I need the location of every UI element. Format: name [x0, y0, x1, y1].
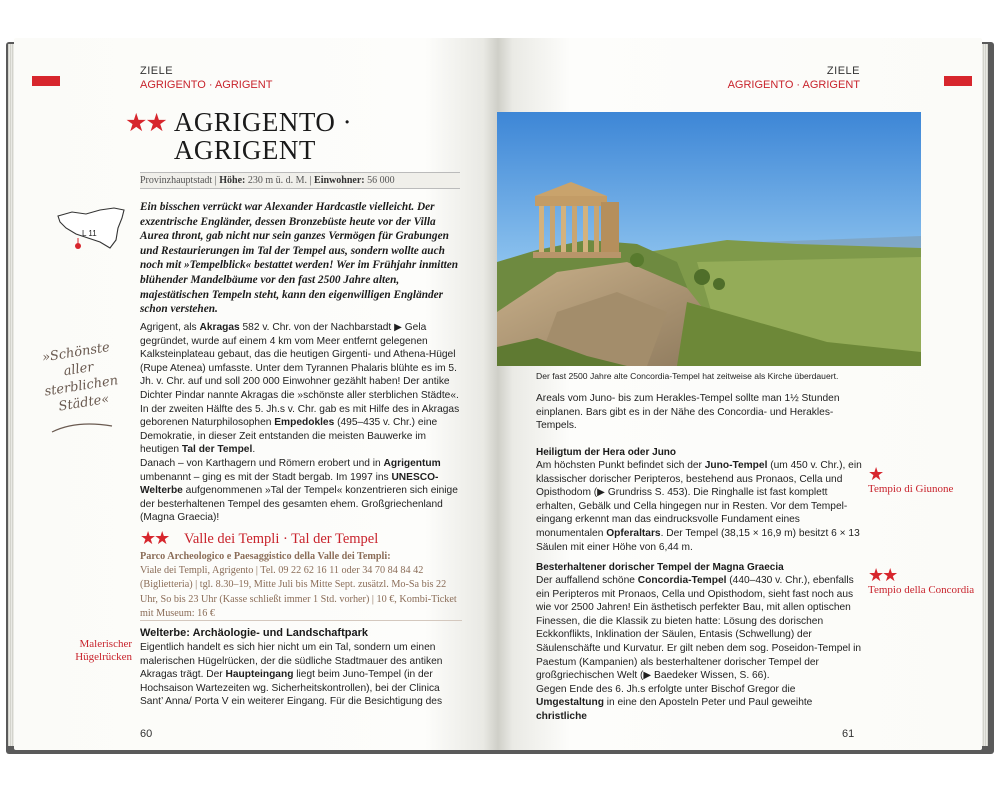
juno-paragraph: Am höchsten Punkt befindet sich der Juno-Tempel (um 450 v. Chr.), ein klassischer dorischer Peripteros, bestehend aus Pronaos, Cella und Opisthodom (▶ Grundriss S. 453). Die Ringhalle ist fast komplett erhalten, Gebälk und Cella hingegen nur in Resten. Vor dem Tempeleingang erkennt man das eindrucksvolle Fundament eines monumentalen Opferaltars. Der Tempel (38,15 × 16,9 m) besitzt 6 × 13 Säulen mit einer Höhe von 6,44 m. — [536, 460, 862, 553]
divider — [140, 620, 462, 621]
height-value: 230 m ü. d. M. — [247, 175, 308, 186]
chapter-tab-right — [944, 76, 972, 86]
rating-stars: ★★ — [125, 109, 166, 137]
height-label: Höhe: — [219, 175, 246, 186]
concordia-temple-photo — [497, 112, 921, 366]
history-paragraph: Agrigent, als Akragas 582 v. Chr. von der Nachbarstadt ▶ Gela gegründet, wurde auf einem 4 km vom Meer entfernt gelegenen Kalksteinplateau gebaut, das die heutigen Girgenti- und Athena-Hügel (Rupe Atenea) umfasste. Unter dem Tyrannen Phalaris blühte es im 5. Jh. v. Chr. auf und soll 200 000 Einwohner gezählt haben! Der antike Dichter Pindar nannte Akragas die »schönste aller sterblichen Städte«. In der zweiten Hälfte des 5. Jh.s v. Chr. gab es mit Hilfe des in Akragas geborenen Naturphilosophen Empedokles (495–435 v. Chr.) eine Demokratie, in dieser Zeit entstanden die meisten Bauwerke im heutigen Tal der Tempel. Danach – von Karthagern und Römern erobert und in Agrigentum umbenannt – ging es mit der Stadt bergab. Im 1997 ins UNESCO-Welterbe aufgenommenen »Tal der Tempel« konzentrieren sich einige der besterhaltenen Tempel des gesamten ehem. Großgriechenland (Magna Graecia)! — [140, 322, 460, 524]
subheading-concordia: Besterhaltener dorischer Tempel der Magna Graecia — [536, 562, 784, 573]
subheading-welterbe: Welterbe: Archäologie- und Landschaftpark — [140, 627, 368, 639]
city-facts-bar: Provinzhauptstadt | Höhe: 230 m ü. d. M. | Einwohner: 56 000 — [140, 172, 460, 189]
map-label: L 11 — [82, 229, 97, 238]
location-label: AGRIGENTO · AGRIGENT — [727, 79, 860, 91]
population-label: Einwohner: — [314, 175, 365, 186]
section-rating-stars: ★★ — [140, 528, 169, 548]
info-heading: Parco Archeologico e Paesaggistico della Valle dei Templi: — [140, 551, 391, 562]
photo-caption: Der fast 2500 Jahre alte Concordia-Tempel hat zeitweise als Kirche überdauert. — [536, 371, 839, 381]
running-head-left — [140, 64, 272, 92]
section-title: Valle dei Templi · Tal der Tempel — [184, 531, 379, 547]
margin-note-text: Tempio della Concordia — [868, 584, 975, 596]
sicily-locator-map — [52, 202, 130, 267]
title-text — [174, 108, 352, 164]
section-label: ZIELE — [140, 65, 174, 77]
star-icon: ★★ — [868, 565, 897, 585]
margin-note-text: Tempio di Giunone — [868, 483, 954, 495]
margin-note-concordia — [868, 566, 974, 597]
page-number-left: 60 — [140, 728, 153, 740]
chapter-title — [125, 108, 352, 164]
chapter-tab-left — [32, 76, 60, 86]
park-paragraph: Eigentlich handelt es sich hier nicht um ein Tal, sondern um einen malerischen Hügelrücken, der die südliche Stadtmauer des antiken Akragas trägt. Der Haupteingang liegt beim Juno-Tempel (in der Hochsaison Wartezeiten wg. Sicherheitskontrollen), bei der Clinica Sant’ Anna/ Porta V ein weiterer Eingang. Für die Besichtigung des — [140, 642, 443, 708]
margin-note-giunone — [868, 465, 953, 496]
title-line-1: AGRIGENTO · — [173, 107, 353, 137]
concordia-paragraph: Der auffallend schöne Concordia-Tempel (440–430 v. Chr.), ebenfalls ein Peripteros mit Pronaos, Cella und Opisthodom, sieht fast noch aus wie vor 2500 Jahren! Ein ästhetisch perfekter Bau, mit allen optischen Finessen, die die Klassik zu bieten hatte: Lösung des dorischen Eckkonflikts, Inklination der Säulen, Entasis (Schwellung) der Säulenschäfte und Kurvatur. Er gilt neben dem sog. Poseidon-Tempel in Paestum (Kampanien) als besterhaltener dorischer Tempel der großgriechischen Welt (▶ Baedeker Wissen, S. 66). Gegen Ende des 6. Jh.s erfolgte unter Bischof Gregor die Umgestaltung in eine den Aposteln Peter und Paul geweihte christliche — [536, 575, 862, 722]
subheading-hera: Heiligtum der Hera oder Juno — [536, 447, 677, 458]
intro-paragraph: Ein bisschen verrückt war Alexander Hardcastle vielleicht. Der exzentrische Engländer, dessen Bronzebüste heute vor der Villa Aurea thront, gab nicht nur sein ganzes Vermögen für Grabungen und Restaurierungen im Tal der Tempel aus, sondern wollte auch noch mit »Tempelblick« bestattet werden! Wer im Frühjahr inmitten blühender Mandelbäume vor den fast 2500 Jahre alten, majestätischen Tempeln steht, kann den eigenwilligen Engländer schon verstehen. — [140, 201, 459, 316]
page-number-right: 61 — [842, 728, 855, 740]
title-line-2: AGRIGENT — [173, 135, 316, 165]
handwritten-note: »Schönste aller sterblichen Städte« — [41, 340, 120, 415]
location-label: AGRIGENTO · AGRIGENT — [140, 79, 273, 91]
handwritten-underline — [48, 418, 118, 443]
visit-paragraph: Areals vom Juno- bis zum Herakles-Tempel sollte man 1½ Stunden einplanen. Bars gibt es in der Nähe des Concordia- und Herakles-Tempels. — [536, 393, 840, 432]
star-icon: ★ — [868, 464, 883, 484]
running-head-right — [720, 64, 860, 92]
population-value: 56 000 — [367, 175, 395, 186]
margin-note-left: Malerischer Hügelrücken — [75, 638, 132, 663]
visitor-info — [140, 550, 462, 621]
city-type: Provinzhauptstadt — [140, 175, 213, 186]
section-label: ZIELE — [826, 65, 860, 77]
info-text: Viale dei Templi, Agrigento | Tel. 09 22 62 16 11 oder 34 70 84 84 42 (Biglietteria) | tgl. 8.30–19, Mitte Juli bis Mitte Sept. zusätzl. Mo-Sa bis 22 Uhr, So bis 23 Uhr (Kasse schließt immer 1 Std. vorher) | 10 €, Kombi-Ticket mit Museum: 16 € — [140, 565, 457, 619]
